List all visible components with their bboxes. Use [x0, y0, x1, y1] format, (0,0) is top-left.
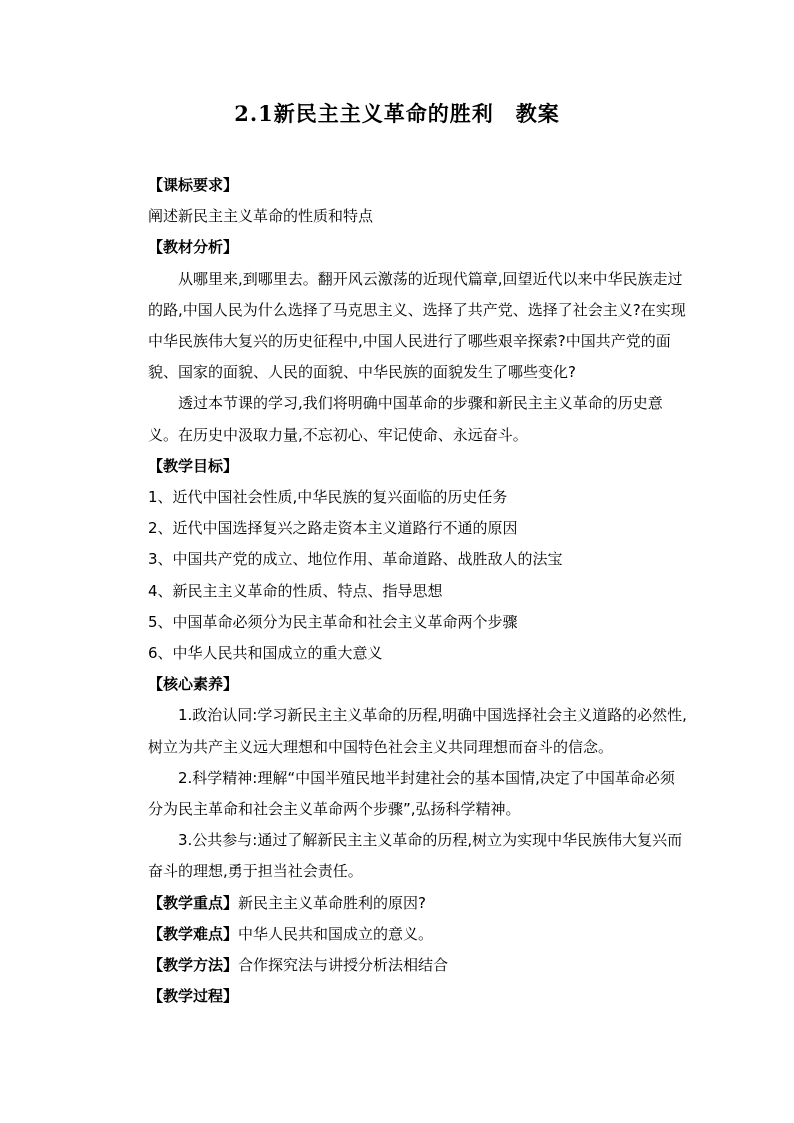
kebiao-text: 阐述新民主主义革命的性质和特点 — [148, 207, 374, 226]
nandian-text: 中华人民共和国成立的意义。 — [238, 924, 434, 943]
zhongdian-text: 新民主主义革命胜利的原因? — [238, 893, 426, 912]
jiaocai-paragraph-1: 从哪里来,到哪里去。翻开风云激荡的近现代篇章,回望近代以来中华民族走过的路,中国人民为什么选择了马克思主义、选择了共产党、选择了社会主义?在实现中华民族伟大复兴的历史征程中,中国人民进行了哪些艰辛探索?中国共产党的面貌、国家的面貌、人民的面貌、中华民族的面貌发生了哪些变化? — [148, 269, 686, 382]
section-heading-kebiao: 【课标要求】 — [148, 176, 239, 194]
mubiao-item: 3、中国共产党的成立、地位作用、革命道路、战胜敌人的法宝 — [148, 550, 563, 569]
jiaocai-paragraph-2: 透过本节课的学习,我们将明确中国革命的步骤和新民主主义革命的历史意义。在历史中汲取力量,不忘初心、牢记使命、永远奋斗。 — [148, 394, 663, 444]
title-main: 2.1新民主主义革命的胜利 — [234, 101, 494, 126]
document-body — [148, 170, 688, 1012]
fangfa-line — [148, 950, 688, 981]
zhongdian-line — [148, 888, 688, 919]
nandian-label: 【教学难点】 — [148, 924, 239, 943]
section-heading-guocheng: 【教学过程】 — [148, 987, 239, 1006]
document-title — [0, 98, 794, 128]
nandian-line — [148, 919, 688, 950]
section-heading-mubiao: 【教学目标】 — [148, 456, 239, 475]
section-heading-suyang: 【核心素养】 — [148, 675, 239, 694]
zhongdian-label: 【教学重点】 — [148, 893, 239, 912]
mubiao-item: 1、近代中国社会性质,中华民族的复兴面临的历史任务 — [148, 488, 508, 507]
fangfa-label: 【教学方法】 — [148, 956, 239, 975]
suyang-item: 1.政治认同:学习新民主主义革命的历程,明确中国选择社会主义道路的必然性,树立为共产主义远大理想和中国特色社会主义共同理想而奋斗的信念。 — [148, 706, 687, 756]
suyang-item: 3.公共参与:通过了解新民主主义革命的历程,树立为实现中华民族伟大复兴而奋斗的理想,勇于担当社会责任。 — [148, 831, 683, 881]
title-suffix: 教案 — [515, 101, 560, 126]
mubiao-item: 2、近代中国选择复兴之路走资本主义道路行不通的原因 — [148, 519, 518, 538]
mubiao-item: 6、中华人民共和国成立的重大意义 — [148, 644, 383, 663]
fangfa-text: 合作探究法与讲授分析法相结合 — [238, 956, 449, 975]
mubiao-item: 4、新民主主义革命的性质、特点、指导思想 — [148, 581, 443, 600]
section-heading-jiaocai: 【教材分析】 — [148, 238, 239, 257]
mubiao-item: 5、中国革命必须分为民主革命和社会主义革命两个步骤 — [148, 612, 518, 631]
suyang-item: 2.科学精神:理解“中国半殖民地半封建社会的基本国情,决定了中国革命必须分为民主革命和社会主义革命两个步骤”,弘扬科学精神。 — [148, 768, 675, 819]
